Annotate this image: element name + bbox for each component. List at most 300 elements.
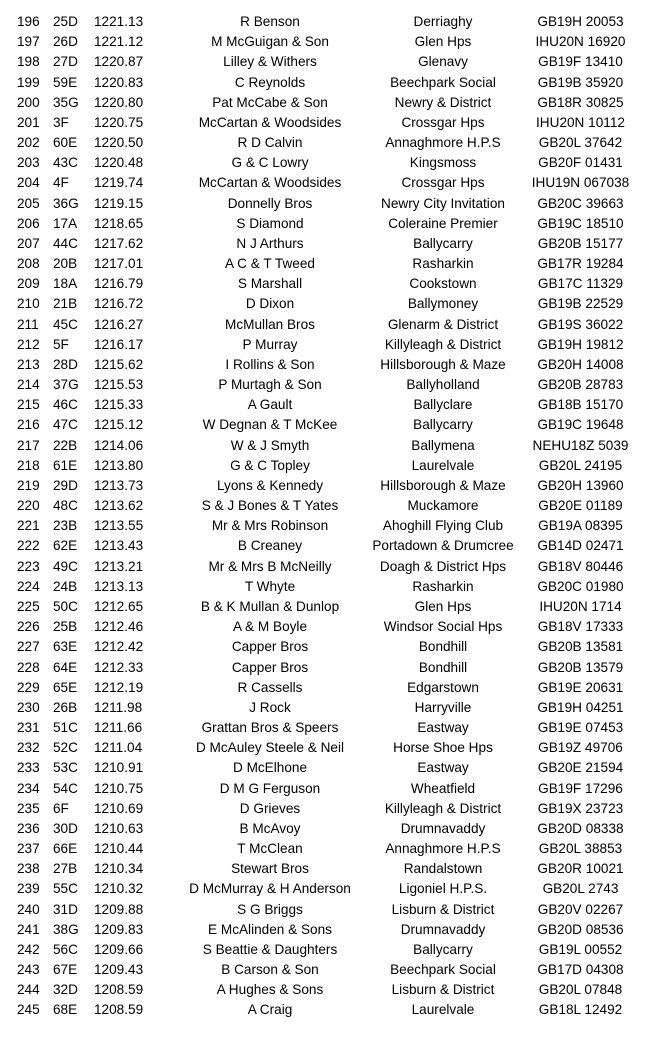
position-cell: 223	[17, 558, 40, 574]
velocity-cell: 1217.01	[94, 256, 144, 272]
club-name-cell: Eastway	[417, 760, 469, 776]
velocity-cell: 1221.13	[94, 14, 144, 29]
fancier-name-cell: C Reynolds	[234, 74, 306, 90]
velocity-cell: 1209.83	[94, 921, 144, 937]
pigeon-id-cell: GB20E 01189	[538, 498, 623, 514]
pigeon-id-cell: GB14D 02471	[537, 538, 624, 554]
club-name-cell: Glen Hps	[414, 598, 472, 614]
result-row	[0, 920, 647, 940]
position-cell: 208	[17, 256, 40, 272]
club-name-cell: Ballycarry	[413, 417, 473, 433]
fancier-name-cell: Donnelly Bros	[227, 195, 313, 211]
velocity-cell: 1214.06	[94, 437, 144, 453]
club-name-cell: Ballymoney	[407, 296, 479, 312]
velocity-cell: 1209.43	[94, 962, 144, 978]
club-name-cell: Ballycarry	[413, 235, 473, 251]
ring-cell: 37G	[53, 377, 79, 393]
result-row	[0, 698, 647, 718]
ring-cell: 68E	[53, 1002, 78, 1018]
fancier-name-cell: D McAuley Steele & Neil	[195, 740, 345, 756]
pigeon-id-cell: GB20V 02267	[537, 901, 624, 917]
fancier-name-cell: D McMurray & H Anderson	[189, 881, 351, 897]
result-row	[0, 315, 647, 335]
fancier-name-cell: P Murtagh & Son	[218, 377, 322, 393]
fancier-name-cell: Lyons & Kennedy	[216, 477, 324, 493]
fancier-name-cell: J Rock	[249, 699, 291, 715]
club-name-cell: Kingsmoss	[409, 155, 477, 171]
velocity-cell: 1220.75	[94, 114, 144, 130]
velocity-cell: 1213.43	[94, 538, 144, 554]
fancier-name-cell: A Craig	[247, 1002, 293, 1018]
ring-cell: 21B	[53, 296, 78, 312]
fancier-name-cell: A Hughes & Sons	[216, 982, 324, 998]
result-row	[0, 234, 647, 254]
result-row	[0, 173, 647, 193]
velocity-cell: 1210.69	[94, 800, 144, 816]
position-cell: 222	[17, 538, 40, 554]
velocity-cell: 1212.42	[94, 639, 144, 655]
ring-cell: 62E	[53, 538, 78, 554]
position-cell: 224	[17, 578, 40, 594]
ring-cell: 49C	[53, 558, 78, 574]
velocity-cell: 1213.80	[94, 457, 144, 473]
pigeon-id-cell: GB19S 36022	[537, 316, 624, 332]
pigeon-id-cell: GB17R 19284	[537, 256, 624, 272]
pigeon-id-cell: GB20B 13581	[537, 639, 624, 655]
result-row	[0, 32, 647, 52]
club-name-cell: Ballycarry	[413, 941, 473, 957]
club-name-cell: Ahoghill Flying Club	[382, 518, 504, 534]
velocity-cell: 1220.80	[94, 94, 144, 110]
club-name-cell: Derriaghy	[413, 14, 473, 29]
position-cell: 214	[17, 377, 40, 393]
fancier-name-cell: B Carson & Son	[221, 962, 319, 978]
position-cell: 225	[17, 598, 40, 614]
result-row	[0, 1000, 647, 1020]
pigeon-id-cell: GB20D 08536	[537, 921, 624, 937]
fancier-name-cell: S Diamond	[236, 215, 304, 231]
result-row	[0, 73, 647, 93]
velocity-cell: 1219.74	[94, 175, 144, 191]
pigeon-id-cell: GB19C 18510	[537, 215, 624, 231]
result-row	[0, 960, 647, 980]
position-cell: 241	[17, 921, 40, 937]
velocity-cell: 1213.55	[94, 518, 144, 534]
ring-cell: 65E	[53, 679, 78, 695]
club-name-cell: Crossgar Hps	[401, 114, 485, 130]
fancier-name-cell: N J Arthurs	[236, 235, 304, 251]
position-cell: 210	[17, 296, 40, 312]
club-name-cell: Laurelvale	[411, 1002, 475, 1018]
result-row	[0, 294, 647, 314]
club-name-cell: Rasharkin	[412, 256, 474, 272]
ring-cell: 20B	[53, 256, 78, 272]
position-cell: 230	[17, 699, 40, 715]
fancier-name-cell: McCartan & Woodsides	[198, 114, 342, 130]
result-row	[0, 658, 647, 678]
velocity-cell: 1219.15	[94, 195, 144, 211]
velocity-cell: 1215.62	[94, 356, 144, 372]
position-cell: 198	[17, 54, 40, 70]
position-cell: 211	[17, 316, 39, 332]
fancier-name-cell: S Marshall	[237, 276, 303, 292]
ring-cell: 44C	[53, 235, 78, 251]
pigeon-id-cell: GB19E 20631	[537, 679, 624, 695]
fancier-name-cell: B McAvoy	[239, 820, 301, 836]
fancier-name-cell: D McElhone	[232, 760, 308, 776]
results-list	[0, 12, 647, 1021]
club-name-cell: Beechpark Social	[390, 962, 496, 978]
velocity-cell: 1216.27	[94, 316, 144, 332]
result-row	[0, 355, 647, 375]
velocity-cell: 1220.50	[94, 135, 144, 151]
ring-cell: 64E	[53, 659, 78, 675]
fancier-name-cell: R D Calvin	[237, 135, 303, 151]
position-cell: 215	[17, 397, 40, 413]
position-cell: 209	[17, 276, 40, 292]
fancier-name-cell: M McGuigan & Son	[211, 34, 329, 50]
fancier-name-cell: D M G Ferguson	[219, 780, 321, 796]
result-row	[0, 516, 647, 536]
position-cell: 217	[17, 437, 40, 453]
club-name-cell: Glen Hps	[414, 34, 472, 50]
result-row	[0, 799, 647, 819]
club-name-cell: Cookstown	[409, 276, 477, 292]
position-cell: 197	[17, 34, 40, 50]
result-row	[0, 254, 647, 274]
club-name-cell: Ballyclare	[413, 397, 473, 413]
position-cell: 216	[17, 417, 40, 433]
fancier-name-cell: Stewart Bros	[231, 861, 309, 877]
velocity-cell: 1213.62	[94, 498, 144, 514]
position-cell: 232	[17, 740, 40, 756]
fancier-name-cell: Pat McCabe & Son	[212, 94, 328, 110]
fancier-name-cell: W & J Smyth	[230, 437, 310, 453]
club-name-cell: Killyleagh & District	[384, 336, 502, 352]
result-row	[0, 335, 647, 355]
pigeon-id-cell: GB19A 08395	[538, 518, 623, 534]
club-name-cell: Harryville	[414, 699, 472, 715]
club-name-cell: Windsor Social Hps	[383, 619, 503, 635]
position-cell: 199	[17, 74, 40, 90]
velocity-cell: 1211.04	[94, 740, 143, 756]
result-row	[0, 395, 647, 415]
position-cell: 227	[17, 639, 40, 655]
ring-cell: 43C	[53, 155, 78, 171]
ring-cell: 52C	[53, 740, 78, 756]
position-cell: 221	[17, 518, 40, 534]
pigeon-id-cell: NEHU18Z 5039	[532, 437, 629, 453]
position-cell: 233	[17, 760, 40, 776]
club-name-cell: Ligoniel H.P.S.	[398, 881, 488, 897]
position-cell: 228	[17, 659, 40, 675]
velocity-cell: 1210.44	[94, 841, 144, 857]
ring-cell: 50C	[53, 598, 78, 614]
ring-cell: 66E	[53, 841, 78, 857]
pigeon-id-cell: GB20L 07848	[538, 982, 623, 998]
position-cell: 196	[17, 14, 40, 29]
ring-cell: 6F	[53, 800, 69, 816]
ring-cell: 26B	[53, 699, 78, 715]
velocity-cell: 1208.59	[94, 1002, 144, 1018]
pigeon-id-cell: GB20R 10021	[537, 861, 624, 877]
pigeon-id-cell: GB17D 04308	[537, 962, 624, 978]
result-row	[0, 113, 647, 133]
ring-cell: 3F	[53, 114, 69, 130]
ring-cell: 32D	[53, 982, 78, 998]
ring-cell: 46C	[53, 397, 78, 413]
ring-cell: 36G	[53, 195, 79, 211]
pigeon-id-cell: GB19H 19812	[537, 336, 624, 352]
position-cell: 242	[17, 941, 40, 957]
club-name-cell: Bondhill	[418, 659, 468, 675]
pigeon-id-cell: IHU20N 16920	[535, 34, 626, 50]
result-row	[0, 859, 647, 879]
position-cell: 245	[17, 1002, 40, 1018]
pigeon-id-cell: GB19L 00552	[538, 941, 623, 957]
result-row	[0, 194, 647, 214]
pigeon-id-cell: GB19H 04251	[537, 699, 624, 715]
club-name-cell: Newry & District	[394, 94, 492, 110]
pigeon-id-cell: GB20L 37642	[538, 135, 623, 151]
fancier-name-cell: Grattan Bros & Speers	[201, 720, 339, 736]
pigeon-id-cell: GB20L 24195	[538, 457, 623, 473]
ring-cell: 48C	[53, 498, 78, 514]
fancier-name-cell: G & C Lowry	[231, 155, 309, 171]
fancier-name-cell: P Murray	[242, 336, 298, 352]
result-row	[0, 779, 647, 799]
position-cell: 231	[17, 720, 40, 736]
fancier-name-cell: S & J Bones & T Yates	[201, 498, 339, 514]
pigeon-id-cell: GB19H 20053	[537, 14, 624, 29]
ring-cell: 54C	[53, 780, 78, 796]
club-name-cell: Glenarm & District	[387, 316, 499, 332]
fancier-name-cell: Capper Bros	[231, 659, 309, 675]
velocity-cell: 1209.88	[94, 901, 144, 917]
pigeon-id-cell: GB20C 39663	[537, 195, 624, 211]
position-cell: 212	[17, 336, 40, 352]
ring-cell: 56C	[53, 941, 78, 957]
velocity-cell: 1211.98	[94, 699, 143, 715]
club-name-cell: Annaghmore H.P.S	[385, 841, 501, 857]
position-cell: 201	[17, 114, 40, 130]
velocity-cell: 1220.87	[94, 54, 144, 70]
fancier-name-cell: B Creaney	[237, 538, 303, 554]
club-name-cell: Edgarstown	[407, 679, 479, 695]
ring-cell: 25D	[53, 14, 78, 29]
fancier-name-cell: I Rollins & Son	[225, 356, 315, 372]
velocity-cell: 1210.91	[94, 760, 144, 776]
club-name-cell: Glenavy	[418, 54, 468, 70]
velocity-cell: 1213.21	[94, 558, 144, 574]
ring-cell: 47C	[53, 417, 78, 433]
pigeon-id-cell: GB18L 12492	[538, 1002, 623, 1018]
fancier-name-cell: Mr & Mrs B McNeilly	[208, 558, 332, 574]
position-cell: 239	[17, 881, 40, 897]
position-cell: 205	[17, 195, 40, 211]
velocity-cell: 1215.33	[94, 397, 144, 413]
result-row	[0, 476, 647, 496]
position-cell: 229	[17, 679, 40, 695]
club-name-cell: Coleraine Premier	[388, 215, 498, 231]
ring-cell: 4F	[53, 175, 69, 191]
fancier-name-cell: Capper Bros	[231, 639, 309, 655]
velocity-cell: 1210.32	[94, 881, 144, 897]
position-cell: 236	[17, 820, 40, 836]
pigeon-id-cell: GB20B 15177	[537, 235, 624, 251]
ring-cell: 45C	[53, 316, 78, 332]
result-row	[0, 456, 647, 476]
fancier-name-cell: A & M Boyle	[232, 619, 308, 635]
club-name-cell: Doagh & District Hps	[379, 558, 507, 574]
position-cell: 213	[17, 356, 40, 372]
ring-cell: 35G	[53, 94, 79, 110]
pigeon-id-cell: GB19F 13410	[538, 54, 623, 70]
position-cell: 238	[17, 861, 40, 877]
club-name-cell: Randalstown	[403, 861, 483, 877]
velocity-cell: 1212.46	[94, 619, 144, 635]
result-row	[0, 415, 647, 435]
velocity-cell: 1216.72	[94, 296, 144, 312]
pigeon-id-cell: IHU20N 10112	[536, 114, 625, 130]
pigeon-id-cell: GB20D 08338	[537, 820, 624, 836]
ring-cell: 26D	[53, 34, 78, 50]
ring-cell: 59E	[53, 74, 78, 90]
velocity-cell: 1212.19	[94, 679, 144, 695]
result-row	[0, 536, 647, 556]
velocity-cell: 1215.53	[94, 377, 144, 393]
ring-cell: 61E	[53, 457, 78, 473]
result-row	[0, 678, 647, 698]
ring-cell: 25B	[53, 619, 78, 635]
fancier-name-cell: Mr & Mrs Robinson	[211, 518, 329, 534]
ring-cell: 23B	[53, 518, 78, 534]
result-row	[0, 738, 647, 758]
ring-cell: 31D	[53, 901, 78, 917]
club-name-cell: Crossgar Hps	[401, 175, 485, 191]
club-name-cell: Annaghmore H.P.S	[385, 135, 501, 151]
fancier-name-cell: Lilley & Withers	[223, 54, 317, 70]
position-cell: 220	[17, 498, 40, 514]
result-row	[0, 274, 647, 294]
result-row	[0, 153, 647, 173]
pigeon-id-cell: GB19C 19648	[537, 417, 624, 433]
position-cell: 206	[17, 215, 40, 231]
result-row	[0, 12, 647, 32]
fancier-name-cell: B & K Mullan & Dunlop	[200, 598, 340, 614]
ring-cell: 27B	[53, 861, 78, 877]
position-cell: 235	[17, 800, 40, 816]
velocity-cell: 1210.63	[94, 820, 144, 836]
club-name-cell: Lisburn & District	[391, 901, 495, 917]
velocity-cell: 1210.34	[94, 861, 144, 877]
velocity-cell: 1209.66	[94, 941, 144, 957]
position-cell: 204	[17, 175, 40, 191]
fancier-name-cell: T McClean	[237, 841, 303, 857]
fancier-name-cell: A Gault	[247, 397, 293, 413]
club-name-cell: Hillsborough & Maze	[380, 477, 506, 493]
club-name-cell: Drumnavaddy	[400, 921, 486, 937]
position-cell: 234	[17, 780, 40, 796]
pigeon-id-cell: IHU20N 1714	[539, 598, 622, 614]
velocity-cell: 1221.12	[94, 34, 144, 50]
pigeon-id-cell: GB17C 11329	[537, 276, 624, 292]
ring-cell: 30D	[53, 820, 78, 836]
fancier-name-cell: McMullan Bros	[225, 316, 315, 332]
ring-cell: 67E	[53, 962, 78, 978]
result-row	[0, 839, 647, 859]
pigeon-id-cell: GB20F 01431	[538, 155, 623, 171]
pigeon-id-cell: GB19B 22529	[537, 296, 624, 312]
velocity-cell: 1216.79	[94, 276, 144, 292]
position-cell: 207	[17, 235, 40, 251]
velocity-cell: 1212.33	[94, 659, 144, 675]
club-name-cell: Bondhill	[418, 639, 468, 655]
velocity-cell: 1208.59	[94, 982, 144, 998]
club-name-cell: Laurelvale	[411, 457, 475, 473]
fancier-name-cell: R Benson	[240, 14, 300, 29]
result-row	[0, 52, 647, 72]
ring-cell: 18A	[53, 276, 78, 292]
result-row	[0, 900, 647, 920]
club-name-cell: Portadown & Drumcree	[372, 538, 514, 554]
ring-cell: 17A	[53, 215, 78, 231]
fancier-name-cell: S G Briggs	[237, 901, 303, 917]
result-row	[0, 133, 647, 153]
result-row	[0, 819, 647, 839]
club-name-cell: Muckamore	[407, 498, 479, 514]
ring-cell: 55C	[53, 881, 78, 897]
pigeon-id-cell: GB20H 13960	[537, 477, 624, 493]
club-name-cell: Hillsborough & Maze	[380, 356, 506, 372]
position-cell: 237	[17, 841, 40, 857]
ring-cell: 28D	[53, 356, 78, 372]
pigeon-id-cell: GB20B 28783	[537, 377, 624, 393]
club-name-cell: Beechpark Social	[390, 74, 496, 90]
position-cell: 243	[17, 962, 40, 978]
pigeon-id-cell: GB19B 35920	[537, 74, 624, 90]
result-row	[0, 93, 647, 113]
position-cell: 218	[17, 457, 40, 473]
fancier-name-cell: T Whyte	[244, 578, 296, 594]
result-row	[0, 617, 647, 637]
ring-cell: 29D	[53, 477, 78, 493]
result-row	[0, 577, 647, 597]
pigeon-id-cell: GB19E 07453	[537, 720, 624, 736]
velocity-cell: 1213.13	[94, 578, 144, 594]
position-cell: 202	[17, 135, 40, 151]
pigeon-id-cell: GB20B 13579	[537, 659, 624, 675]
velocity-cell: 1218.65	[94, 215, 144, 231]
result-row	[0, 557, 647, 577]
pigeon-id-cell: GB20H 14008	[537, 356, 624, 372]
ring-cell: 27D	[53, 54, 78, 70]
fancier-name-cell: R Cassells	[237, 679, 303, 695]
ring-cell: 5F	[53, 336, 69, 352]
club-name-cell: Newry City Invitation	[381, 195, 505, 211]
pigeon-id-cell: GB18V 17333	[537, 619, 624, 635]
ring-cell: 60E	[53, 135, 78, 151]
result-row	[0, 718, 647, 738]
result-row	[0, 758, 647, 778]
club-name-cell: Drumnavaddy	[400, 820, 486, 836]
ring-cell: 22B	[53, 437, 78, 453]
position-cell: 244	[17, 982, 40, 998]
pigeon-id-cell: GB19X 23723	[537, 800, 624, 816]
position-cell: 240	[17, 901, 40, 917]
club-name-cell: Lisburn & District	[391, 982, 495, 998]
ring-cell: 53C	[53, 760, 78, 776]
